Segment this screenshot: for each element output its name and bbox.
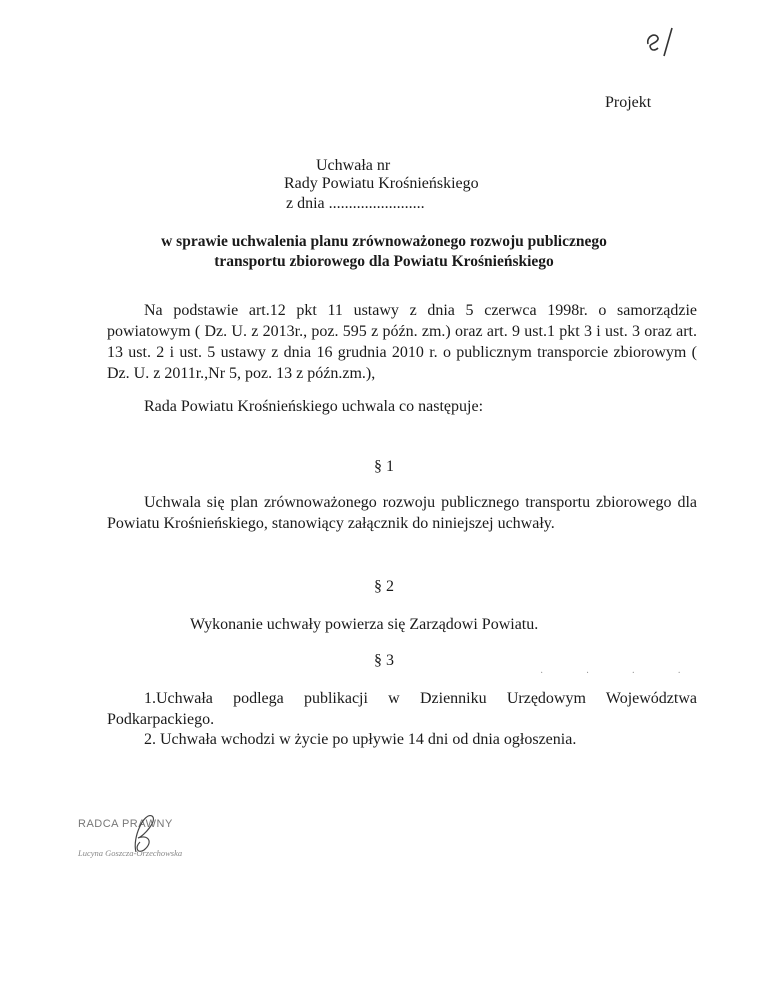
- section-3-item-1-text: 1.Uchwała podlega publikacji w Dzienniku Urzędowym Województwa Podkarpackiego.: [107, 690, 697, 728]
- preamble-text: Na podstawie art.12 pkt 11 ustawy z dnia 5 czerwca 1998r. o samorządzie powiatowym ( Dz. U. z 2013r., poz. 595 z późn. zm.) oraz art. 9 ust.1 pkt 3 i ust. 3 oraz art. 13 ust. 2 i ust. 5 ustawy z dnia 16 grudnia 2010 r. o publicznym transporcie zbiorowym ( Dz. U. z 2011r.,Nr 5, poz. 13 z późn.zm.),: [107, 302, 697, 382]
- section-3-item-2: 2. Uchwała wchodzi w życie po upływie 14 dni od dnia ogłoszenia.: [144, 731, 577, 748]
- draft-label: Projekt: [605, 94, 652, 111]
- resolution-date: z dnia ........................: [286, 195, 425, 212]
- section-3-item-1: [107, 688, 697, 730]
- section-1-text: Uchwala się plan zrównoważonego rozwoju publicznego transportu zbiorowego dla Powiatu Krośnieńskiego, stanowiący załącznik do niniejszej uchwały.: [107, 494, 697, 532]
- stamp-name: Lucyna Goszcza-Orzechowska: [78, 848, 183, 858]
- subject-line-2: transportu zbiorowego dla Powiatu Krośnieńskiego: [214, 253, 554, 270]
- subject-line-1: w sprawie uchwalenia planu zrównoważonego rozwoju publicznego: [161, 233, 607, 250]
- section-2-symbol: § 2: [374, 578, 394, 595]
- stamp-title: RADCA PRAWNY: [78, 818, 173, 830]
- council-name: Rady Powiatu Krośnieńskiego: [284, 175, 479, 192]
- section-1-paragraph: [107, 492, 697, 534]
- scan-specks: · · · ·: [540, 668, 701, 679]
- resolves-clause: Rada Powiatu Krośnieńskiego uchwala co następuje:: [144, 398, 484, 415]
- section-3-symbol: § 3: [374, 652, 394, 669]
- section-2-text: Wykonanie uchwały powierza się Zarządowi Powiatu.: [190, 616, 539, 633]
- resolution-number: Uchwała nr: [316, 157, 391, 174]
- resolution-subject: [0, 232, 768, 272]
- section-1-symbol: § 1: [374, 458, 394, 475]
- handwritten-mark: [642, 20, 682, 60]
- preamble-paragraph: [107, 300, 697, 384]
- legal-counsel-stamp: [78, 808, 218, 868]
